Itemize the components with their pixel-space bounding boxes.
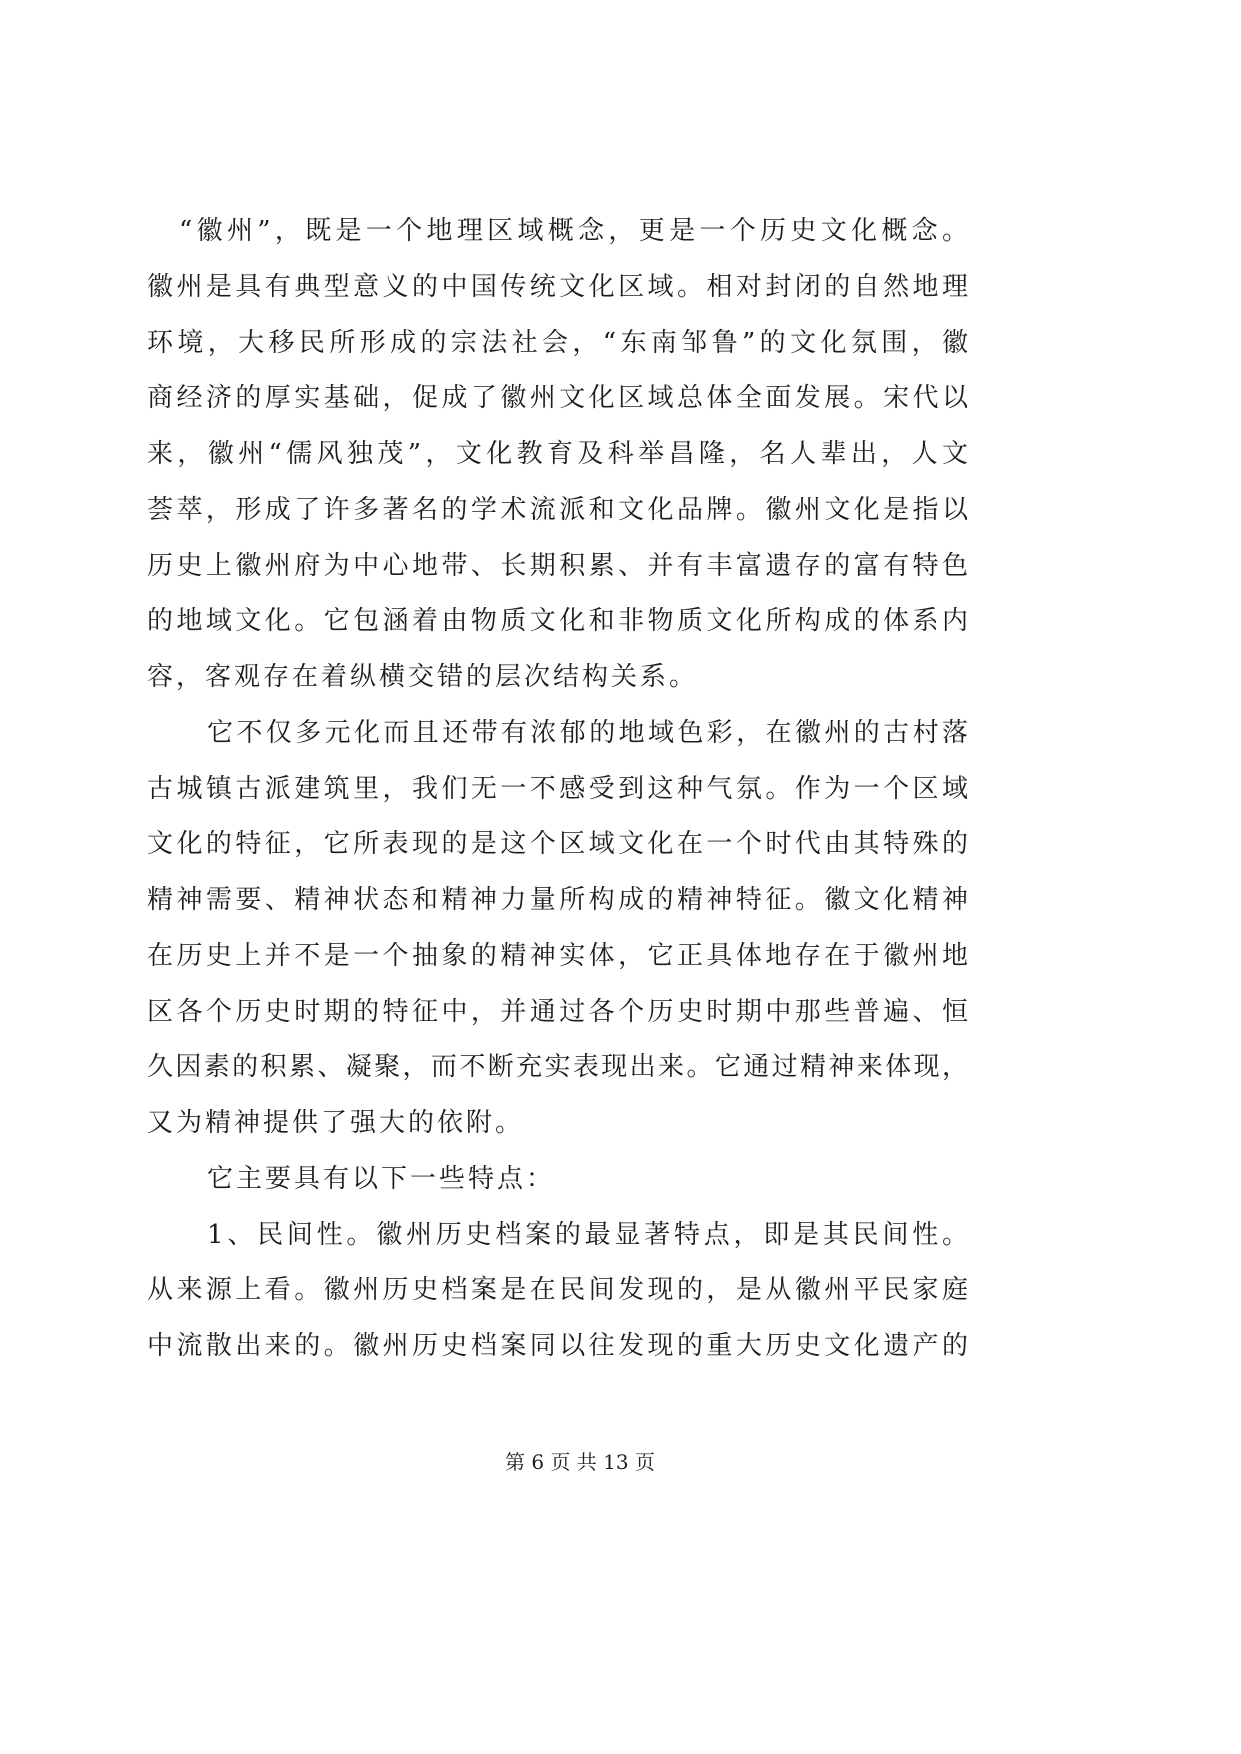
- paragraph-line: “徽州”，既是一个地理区域概念，更是一个历史文化概念。: [179, 216, 968, 246]
- paragraph-line: 来，徽州“儒风独茂”，文化教育及科举昌隆，名人辈出，人文: [147, 439, 968, 469]
- document-body: [147, 204, 968, 1375]
- paragraph-line: 区各个历史时期的特征中，并通过各个历史时期中那些普遍、恒: [147, 996, 968, 1027]
- paragraph-line: 的地域文化。它包涵着由物质文化和非物质文化所构成的体系内: [147, 606, 968, 637]
- paragraph-line: 中流散出来的。徽州历史档案同以往发现的重大历史文化遗产的: [147, 1331, 968, 1361]
- paragraph-line: 在历史上并不是一个抽象的精神实体，它正具体地存在于徽州地: [147, 940, 968, 971]
- paragraph-line: 徽州是具有典型意义的中国传统文化区域。相对封闭的自然地理: [147, 271, 968, 302]
- paragraph-line: 历史上徽州府为中心地带、长期积累、并有丰富遗存的富有特色: [147, 550, 968, 581]
- paragraph-folk-nature: [147, 1208, 968, 1375]
- paragraph-line: 精神需要、精神状态和精神力量所构成的精神特征。徽文化精神: [147, 885, 968, 915]
- paragraph-line: 从来源上看。徽州历史档案是在民间发现的，是从徽州平民家庭: [147, 1275, 968, 1306]
- paragraph-line: 环境，大移民所形成的宗法社会，“东南邹鲁”的文化氛围，徽: [147, 327, 968, 358]
- paragraph-line: 又为精神提供了强大的依附。: [147, 1108, 525, 1138]
- paragraph-line: 久因素的积累、凝聚，而不断充实表现出来。它通过精神来体现，: [147, 1052, 968, 1083]
- paragraph-line: 它不仅多元化而且还带有浓郁的地域色彩，在徽州的古村落: [207, 717, 968, 748]
- paragraph-features-intro: [147, 1152, 968, 1208]
- page-number-footer: 第 6 页 共 13 页: [505, 1450, 655, 1474]
- paragraph-line: 荟萃，形成了许多著名的学术流派和文化品牌。徽州文化是指以: [147, 494, 968, 525]
- paragraph-line: 它主要具有以下一些特点：: [207, 1163, 556, 1194]
- paragraph-line: 商经济的厚实基础，促成了徽州文化区域总体全面发展。宋代以: [147, 383, 968, 414]
- paragraph-line: 文化的特征，它所表现的是这个区域文化在一个时代由其特殊的: [147, 829, 968, 860]
- paragraph-line: 容，客观存在着纵横交错的层次结构关系。: [147, 662, 699, 692]
- paragraph-line: 古城镇古派建筑里，我们无一不感受到这种气氛。作为一个区域: [147, 773, 968, 804]
- paragraph-regional-character: [147, 706, 968, 1152]
- paragraph-line: 1、民间性。徽州历史档案的最显著特点，即是其民间性。: [207, 1219, 968, 1250]
- paragraph-huizhou-concept: [147, 204, 968, 706]
